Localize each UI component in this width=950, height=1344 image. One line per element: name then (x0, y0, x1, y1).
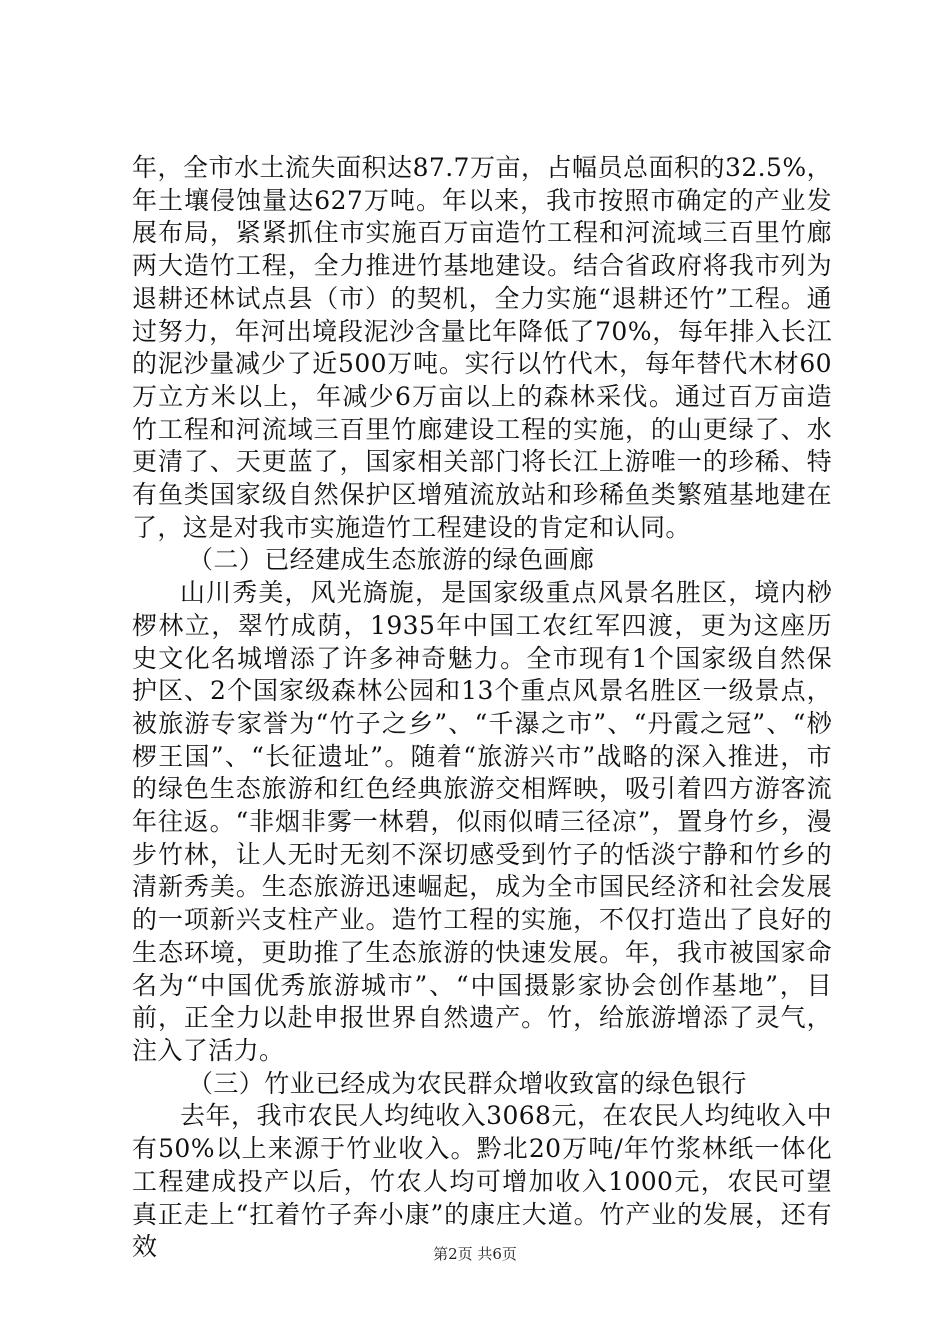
section-heading-green-bank: （三）竹业已经成为农民群众增收致富的绿色银行 (188, 1068, 747, 1098)
page-number-footer: 第2页 共6页 (433, 1245, 517, 1263)
paragraph-water-soil: 年，全市水土流失面积达87.7万亩，占幅员总面积的32.5%，年土壤侵蚀量达627万吨。年以来，我市按照市确定的产业发展布局，紧紧抓住市实施百万亩造竹工程和河流域三百里竹廊两大造竹工程，全力推进竹基地建设。结合省政府将我市列为退耕还林试点县（市）的契机，全力实施“退耕还竹”工程。通过努力，年河出境段泥沙含量比年降低了70%，每年排入长江的泥沙量减少了近500万吨。实行以竹代木，每年替代木材60万立方米以上，年减少6万亩以上的森林采伐。通过百万亩造竹工程和河流域三百里竹廊建设工程的实施，的山更绿了、水更清了、天更蓝了，国家相关部门将长江上游唯一的珍稀、特有鱼类国家级自然保护区增殖流放站和珍稀鱼类繁殖基地建在了，这是对我市实施造竹工程建设的肯定和认同。 (132, 153, 832, 542)
document-body (132, 152, 832, 1264)
paragraph-eco-tourism: 山川秀美，风光旖旎，是国家级重点风景名胜区，境内桫椤林立，翠竹成荫，1935年中国工农红军四渡，更为这座历史文化名城增添了许多神奇魅力。全市现有1个国家级自然保护区、2个国家级森林公园和13个重点风景名胜区一级景点，被旅游专家誉为“竹子之乡”、“千瀑之市”、“丹霞之冠”、“桫椤王国”、“长征遗址”。随着“旅游兴市”战略的深入推进，市的绿色生态旅游和红色经典旅游交相辉映，吸引着四方游客流年往返。“非烟非雾一林碧，似雨似晴三径凉”，置身竹乡，漫步竹林，让人无时无刻不深切感受到竹子的恬淡宁静和竹乡的清新秀美。生态旅游迅速崛起，成为全市国民经济和社会发展的一项新兴支柱产业。造竹工程的实施，不仅打造出了良好的生态环境，更助推了生态旅游的快速发展。年，我市被国家命名为“中国优秀旅游城市”、“中国摄影家协会创作基地”，目前，正全力以赴申报世界自然遗产。竹，给旅游增添了灵气，注入了活力。 (132, 578, 832, 1065)
section-heading-eco-tourism: （二）已经建成生态旅游的绿色画廊 (188, 545, 595, 575)
paragraph-farmer-income: 去年，我市农民人均纯收入3068元，在农民人均纯收入中有50%以上来源于竹业收入。黔北20万吨/年竹浆林纸一体化工程建成投产以后，竹农人均可增加收入1000元，农民可望真正走上“扛着竹子奔小康”的康庄大道。竹产业的发展，还有效 (132, 1101, 832, 1262)
